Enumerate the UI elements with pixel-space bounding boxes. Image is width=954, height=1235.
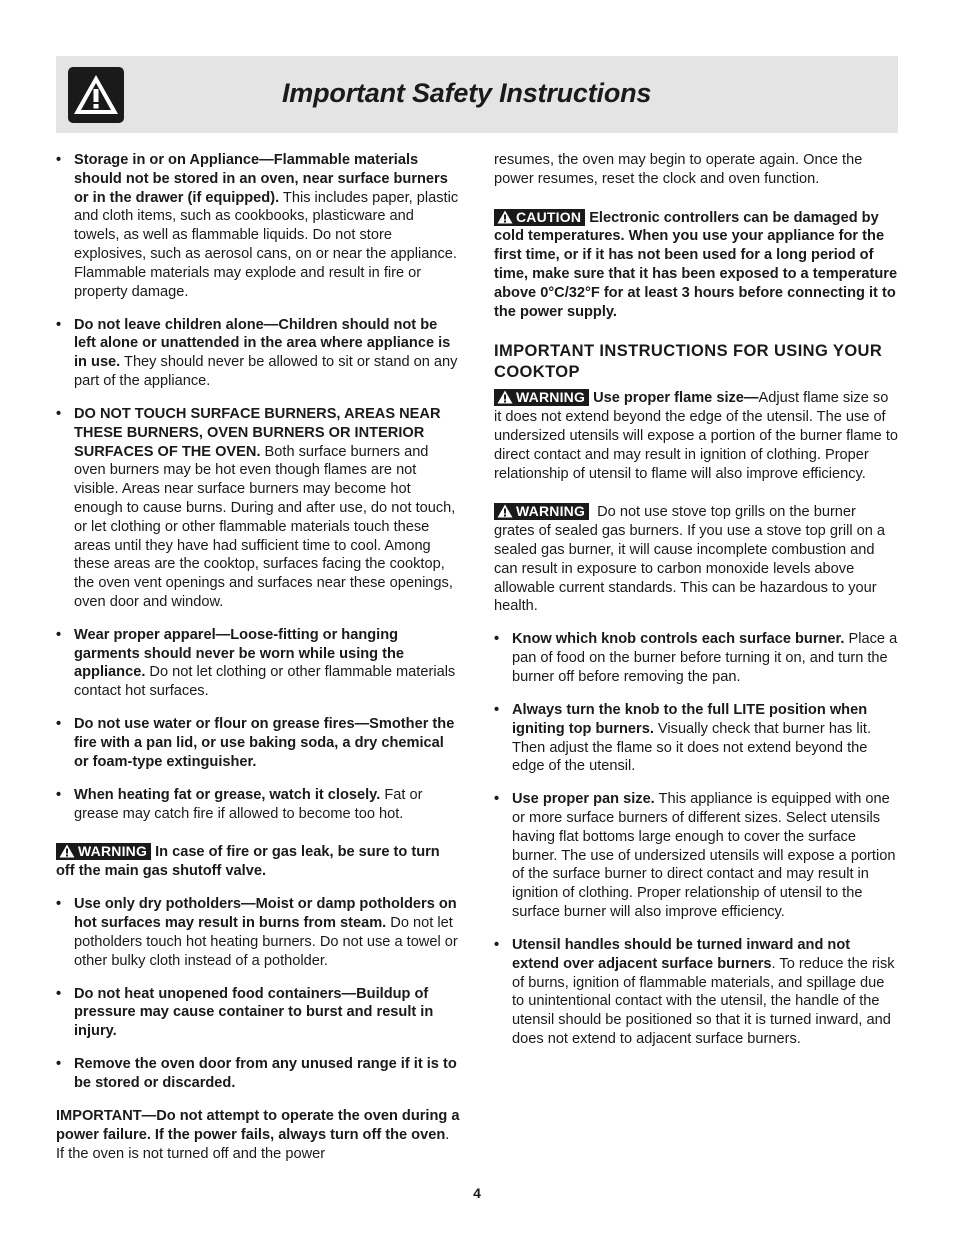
page-title: Important Safety Instructions	[282, 78, 652, 108]
continued-text: resumes, the oven may begin to operate again. Once the power resumes, reset the clock and oven function.	[494, 152, 863, 187]
warning-triangle-icon	[497, 504, 513, 518]
list-item: • DO NOT TOUCH SURFACE BURNERS, AREAS NEAR THESE BURNERS, OVEN BURNERS OR INTERIOR SURFACES OF THE OVEN. Both surface burners and oven burners may be hot even though flames are not visible. Areas near surface burners may become hot enough to cause burns. During and after use, do not touch, or let clothing or other flammable materials touch these areas until they have had sufficient time to cool. Among these areas are the cooktop, surfaces facing the cooktop, the oven vent openings and surfaces near these openings, oven door and window.	[56, 405, 456, 610]
list-item: • Do not leave children alone—Children should not be left alone or unattended in the area where appliance is in use. They should never be allowed to sit or stand on any part of the appliance.	[56, 316, 458, 389]
section-heading: IMPORTANT INSTRUCTIONS FOR USING YOUR COOKTOP	[494, 342, 883, 382]
warning-note: WARNING Do not use stove top grills on the burner grates of sealed gas burners. If you use a stove top grill on a sealed gas burner, it will cause incomplete combustion and can result in exposure to carbon monoxide levels above allowable current standards. This can be hazardous to your health.	[494, 503, 886, 615]
right-column	[494, 151, 898, 1049]
page-number: 4	[473, 1185, 481, 1201]
warning-exclamation-icon	[68, 67, 124, 123]
list-item: • Do not heat unopened food containers—Buildup of pressure may cause container to burst and result in injury.	[56, 985, 434, 1040]
list-item: • Storage in or on Appliance—Flammable materials should not be stored in an oven, near surface burners or in the drawer (if equipped). This includes paper, plastic and cloth items, such as cookbooks, plasticware and towels, as well as flammable liquids. Do not store explosives, such as aerosol cans, on or near the appliance. Flammable materials may explode and result in fire or property damage.	[56, 152, 459, 300]
list-item: • Know which knob controls each surface burner. Place a pan of food on the burner before turning it on, and turn the burner off before removing the pan.	[494, 631, 898, 685]
list-item: • Utensil handles should be turned inward and not extend over adjacent surface burners. To reduce the risk of burns, ignition of flammable materials, and spillage due to unintentional contact with the utensil, the handle of the utensil should be positioned so that it is turned inward, and does not extend to adjacent surface burners.	[494, 937, 895, 1048]
list-item: • Do not use water or flour on grease fires—Smother the fire with a pan lid, or use baking soda, a dry chemical or foam-type extinguisher.	[56, 716, 455, 770]
warning-badge: WARNING	[56, 843, 151, 860]
warning-note: WARNING In case of fire or gas leak, be sure to turn off the main gas shutoff valve.	[56, 843, 440, 880]
list-item: • When heating fat or grease, watch it closely. Fat or grease may catch fire if allowed to become too hot.	[56, 786, 423, 822]
list-item: • Wear proper apparel—Loose-fitting or hanging garments should never be worn while using the appliance. Do not let clothing or other flammable materials contact hot surfaces.	[56, 626, 456, 700]
important-note: IMPORTANT—Do not attempt to operate the oven during a power failure. If the power fails, always turn off the oven. If the oven is not turned off and the power	[56, 1107, 460, 1162]
left-column	[56, 151, 460, 1163]
list-item: • Always turn the knob to the full LITE position when igniting top burners. Visually check that burner has lit. Then adjust the flame so it does not extend beyond the edge of the utensil.	[494, 701, 871, 775]
list-item: • Use proper pan size. This appliance is equipped with one or more surface burners of different sizes. Select utensils having flat bottoms large enough to cover the surface burner. The use of undersized utensils will expose a portion of the surface burner to direct contact and may result in ignition of clothing. Proper relationship of utensil to the surface burner will also improve efficiency.	[494, 791, 896, 921]
warning-triangle-icon	[497, 390, 513, 404]
list-item: • Remove the oven door from any unused range if it is to be stored or discarded.	[56, 1056, 457, 1091]
caution-note: CAUTION Electronic controllers can be damaged by cold temperatures. When you use your appliance for the first time, or if it has not been used for a long period of time, make sure that it has been exposed to a temperature above 0°C/32°F for at least 3 hours before connecting it to the power supply.	[494, 208, 898, 320]
warning-badge: WARNING	[494, 389, 589, 406]
warning-badge: WARNING	[494, 503, 589, 520]
warning-note: WARNING Use proper flame size—Adjust flame size so it does not extend beyond the edge of the utensil. The use of undersized utensils will expose a portion of the burner flame to direct contact and may result in ignition of clothing. Proper relationship of utensil to flame will also improve efficiency.	[494, 389, 898, 482]
warning-triangle-icon	[59, 844, 75, 858]
caution-badge: CAUTION	[494, 209, 585, 226]
page-header	[56, 56, 898, 133]
list-item: • Use only dry potholders—Moist or damp potholders on hot surfaces may result in burns from steam. Do not let potholders touch hot heating burners. Do not use a towel or other bulky cloth instead of a potholder.	[56, 896, 458, 969]
warning-triangle-icon	[497, 210, 513, 224]
